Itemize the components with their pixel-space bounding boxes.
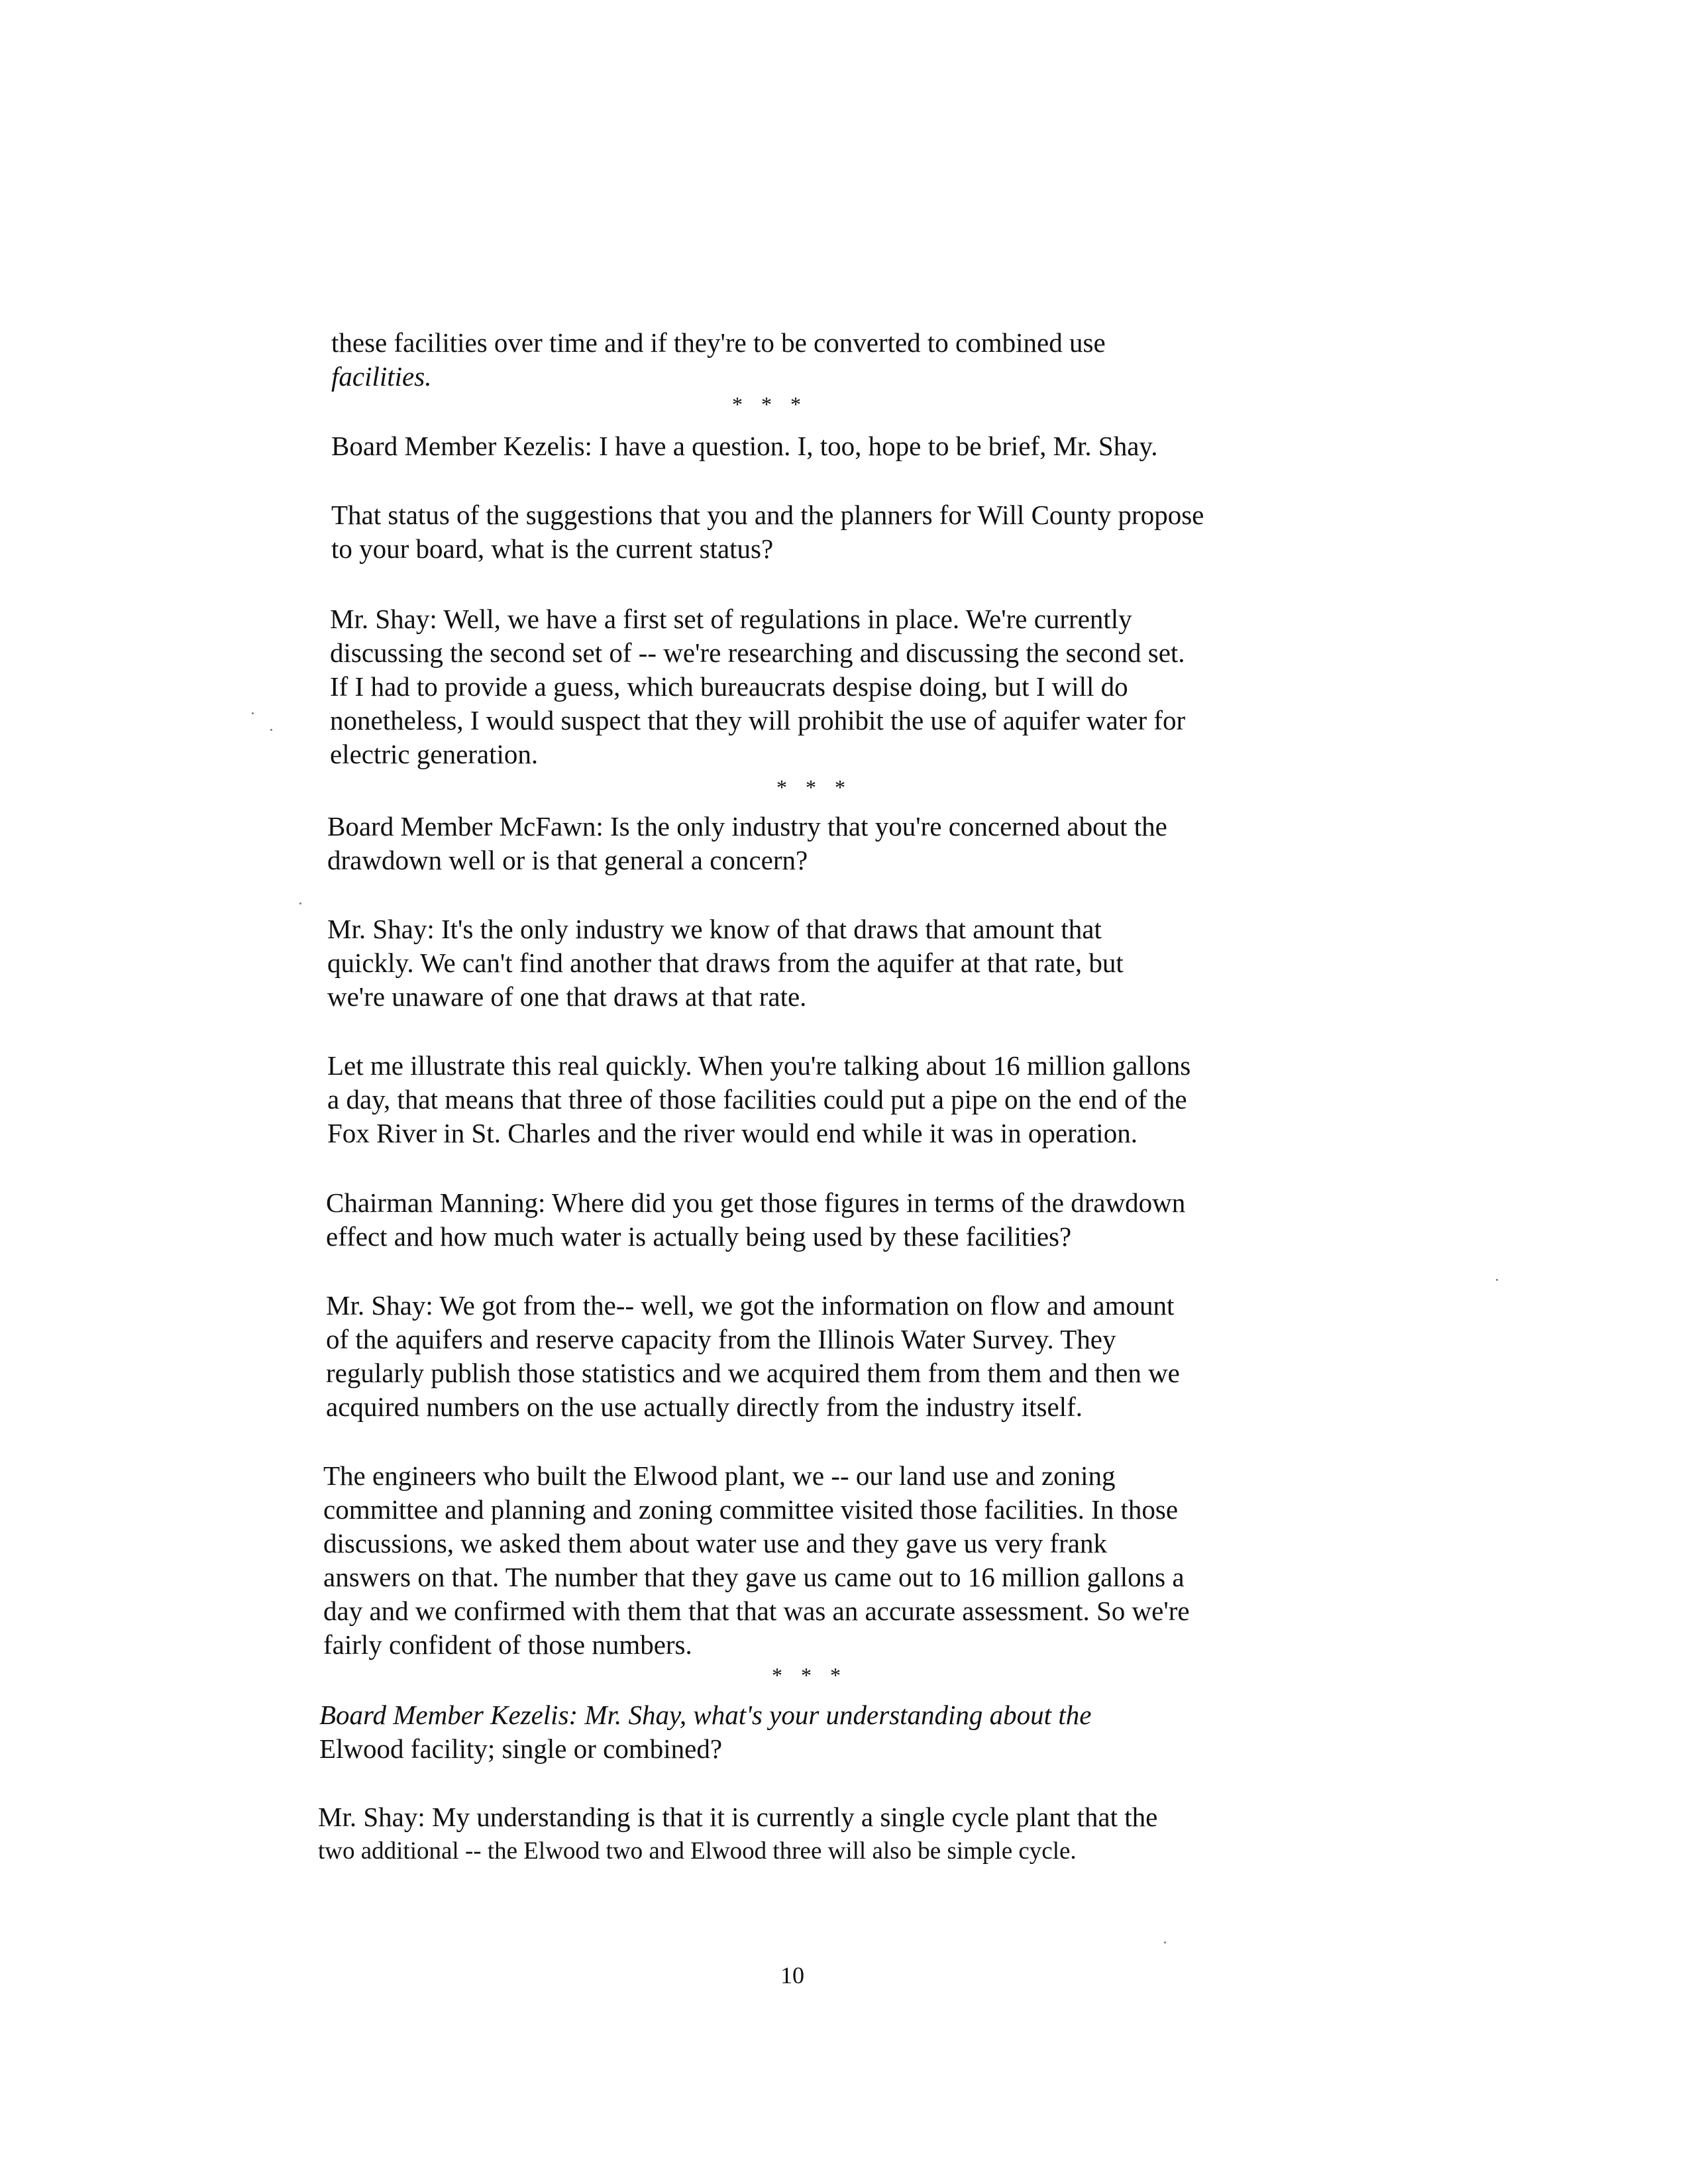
transcript-paragraph-4	[330, 602, 1324, 771]
paragraph-line: Mr. Shay: My understanding is that it is currently a single cycle plant that the	[318, 1802, 1158, 1832]
paragraph-line: Fox River in St. Charles and the river would end while it was in operation.	[327, 1118, 1138, 1148]
transcript-paragraph-1	[331, 326, 1325, 394]
paragraph-line: discussions, we asked them about water use and they gave us very frank	[323, 1528, 1107, 1558]
scan-speck	[1164, 1941, 1166, 1943]
paragraph-line: drawdown well or is that general a concern?	[327, 845, 808, 875]
paragraph-line: we're unaware of one that draws at that rate.	[327, 981, 807, 1012]
transcript-paragraph-3	[331, 498, 1325, 566]
paragraph-line: answers on that. The number that they gave us came out to 16 million gallons a	[323, 1562, 1185, 1592]
paragraph-line: of the aquifers and reserve capacity from the Illinois Water Survey. They	[326, 1324, 1116, 1354]
transcript-paragraph-2	[331, 429, 1325, 463]
paragraph-line: nonetheless, I would suspect that they will prohibit the use of aquifer water for	[330, 705, 1186, 736]
section-break: * * *	[776, 775, 852, 799]
paragraph-line: to your board, what is the current status?	[331, 533, 774, 564]
transcript-paragraph-6	[327, 912, 1321, 1014]
paragraph-line: If I had to provide a guess, which bureaucrats despise doing, but I will do	[330, 671, 1128, 702]
transcript-paragraph-9	[326, 1289, 1320, 1424]
paragraph-line: committee and planning and zoning committee visited those facilities. In those	[323, 1494, 1179, 1525]
paragraph-line: acquired numbers on the use actually directly from the industry itself.	[326, 1392, 1083, 1422]
page-number: 10	[780, 1962, 804, 1989]
paragraph-line: these facilities over time and if they're to be converted to combined use	[331, 327, 1106, 358]
paragraph-line: Elwood facility; single or combined?	[319, 1733, 723, 1764]
transcript-paragraph-8	[326, 1186, 1320, 1254]
scan-speck	[270, 729, 272, 731]
transcript-paragraph-7	[327, 1049, 1321, 1150]
transcript-paragraph-5	[327, 810, 1321, 877]
transcript-paragraph-12	[318, 1800, 1312, 1868]
paragraph-line: electric generation.	[330, 739, 539, 769]
paragraph-line: fairly confident of those numbers.	[323, 1629, 692, 1660]
paragraph-line: two additional -- the Elwood two and Elwood three will also be simple cycle.	[318, 1837, 1077, 1865]
section-break: * * *	[732, 392, 808, 416]
paragraph-line: Let me illustrate this real quickly. When you're talking about 16 million gallons	[327, 1050, 1191, 1081]
scan-speck	[299, 902, 301, 904]
paragraph-line: day and we confirmed with them that that was an accurate assessment. So we're	[323, 1596, 1190, 1626]
paragraph-line: Mr. Shay: Well, we have a first set of regulations in place. We're currently	[330, 604, 1132, 634]
transcript-paragraph-10	[323, 1459, 1317, 1662]
paragraph-line: facilities.	[331, 361, 432, 392]
paragraph-line: quickly. We can't find another that draws from the aquifer at that rate, but	[327, 948, 1124, 978]
scan-speck	[252, 712, 254, 714]
paragraph-line: That status of the suggestions that you and the planners for Will County propose	[331, 500, 1204, 530]
section-break: * * *	[772, 1663, 847, 1687]
transcript-paragraph-11	[319, 1698, 1313, 1766]
paragraph-line: effect and how much water is actually being used by these facilities?	[326, 1221, 1072, 1252]
paragraph-line: discussing the second set of -- we're researching and discussing the second set.	[330, 637, 1185, 668]
paragraph-line: The engineers who built the Elwood plant, we -- our land use and zoning	[323, 1460, 1116, 1491]
paragraph-line: Board Member McFawn: Is the only industry that you're concerned about the	[327, 811, 1167, 842]
paragraph-line: Mr. Shay: It's the only industry we know of that draws that amount that	[327, 914, 1102, 944]
paragraph-line: regularly publish those statistics and we acquired them from them and then we	[326, 1358, 1180, 1388]
paragraph-line: Board Member Kezelis: Mr. Shay, what's your understanding about the	[319, 1700, 1092, 1730]
paragraph-line: Chairman Manning: Where did you get those figures in terms of the drawdown	[326, 1187, 1186, 1218]
paragraph-line: Mr. Shay: We got from the-- well, we got the information on flow and amount	[326, 1290, 1175, 1321]
scan-speck	[1496, 1279, 1498, 1281]
paragraph-line: a day, that means that three of those facilities could put a pipe on the end of the	[327, 1084, 1187, 1115]
paragraph-line: Board Member Kezelis: I have a question. I, too, hope to be brief, Mr. Shay.	[331, 431, 1158, 461]
